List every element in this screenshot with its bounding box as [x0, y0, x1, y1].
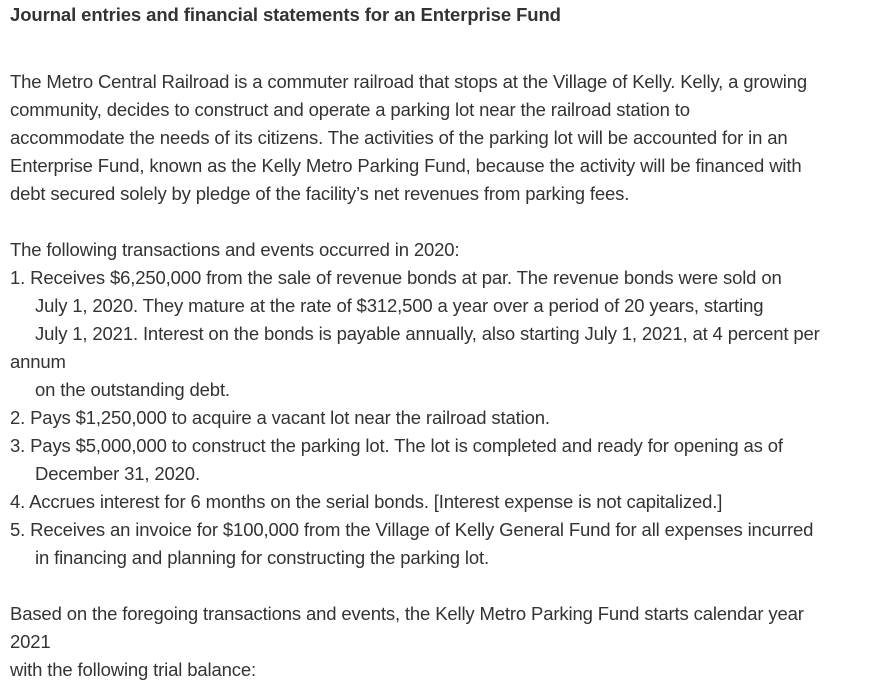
transaction-4-line: 4. Accrues interest for 6 months on the serial bonds. [Interest expense is not capitalized.]: [10, 491, 723, 512]
transaction-1-line: July 1, 2021. Interest on the bonds is payable annually, also starting July 1, 2021, at 4 percent per: [35, 323, 820, 344]
transaction-3-line: December 31, 2020.: [35, 463, 200, 484]
transaction-1-line: 1. Receives $6,250,000 from the sale of revenue bonds at par. The revenue bonds were sold on: [10, 267, 782, 288]
transaction-1-line: July 1, 2020. They mature at the rate of $312,500 a year over a period of 20 years, starting: [35, 295, 764, 316]
transaction-5-line: 5. Receives an invoice for $100,000 from the Village of Kelly General Fund for all expenses incurred: [10, 519, 814, 540]
transaction-1-line: annum: [10, 351, 66, 372]
transactions-heading: The following transactions and events occurred in 2020:: [10, 239, 460, 260]
intro-line: Enterprise Fund, known as the Kelly Metro Parking Fund, because the activity will be financed with: [10, 155, 802, 176]
transaction-2-line: 2. Pays $1,250,000 to acquire a vacant lot near the railroad station.: [10, 407, 550, 428]
document-title: Journal entries and financial statements for an Enterprise Fund: [10, 4, 561, 25]
intro-line: community, decides to construct and operate a parking lot near the railroad station to: [10, 99, 690, 120]
intro-line: The Metro Central Railroad is a commuter railroad that stops at the Village of Kelly. Kelly, a growing: [10, 71, 808, 92]
closing-line: with the following trial balance:: [10, 659, 256, 680]
transaction-3-line: 3. Pays $5,000,000 to construct the parking lot. The lot is completed and ready for opening as of: [10, 435, 783, 456]
transaction-5-line: in financing and planning for constructing the parking lot.: [35, 547, 489, 568]
closing-line: 2021: [10, 631, 51, 652]
intro-line: accommodate the needs of its citizens. The activities of the parking lot will be accounted for in an: [10, 127, 788, 148]
closing-line: Based on the foregoing transactions and events, the Kelly Metro Parking Fund starts calendar year: [10, 603, 804, 624]
intro-line: debt secured solely by pledge of the facility’s net revenues from parking fees.: [10, 183, 630, 204]
transaction-1-line: on the outstanding debt.: [35, 379, 230, 400]
